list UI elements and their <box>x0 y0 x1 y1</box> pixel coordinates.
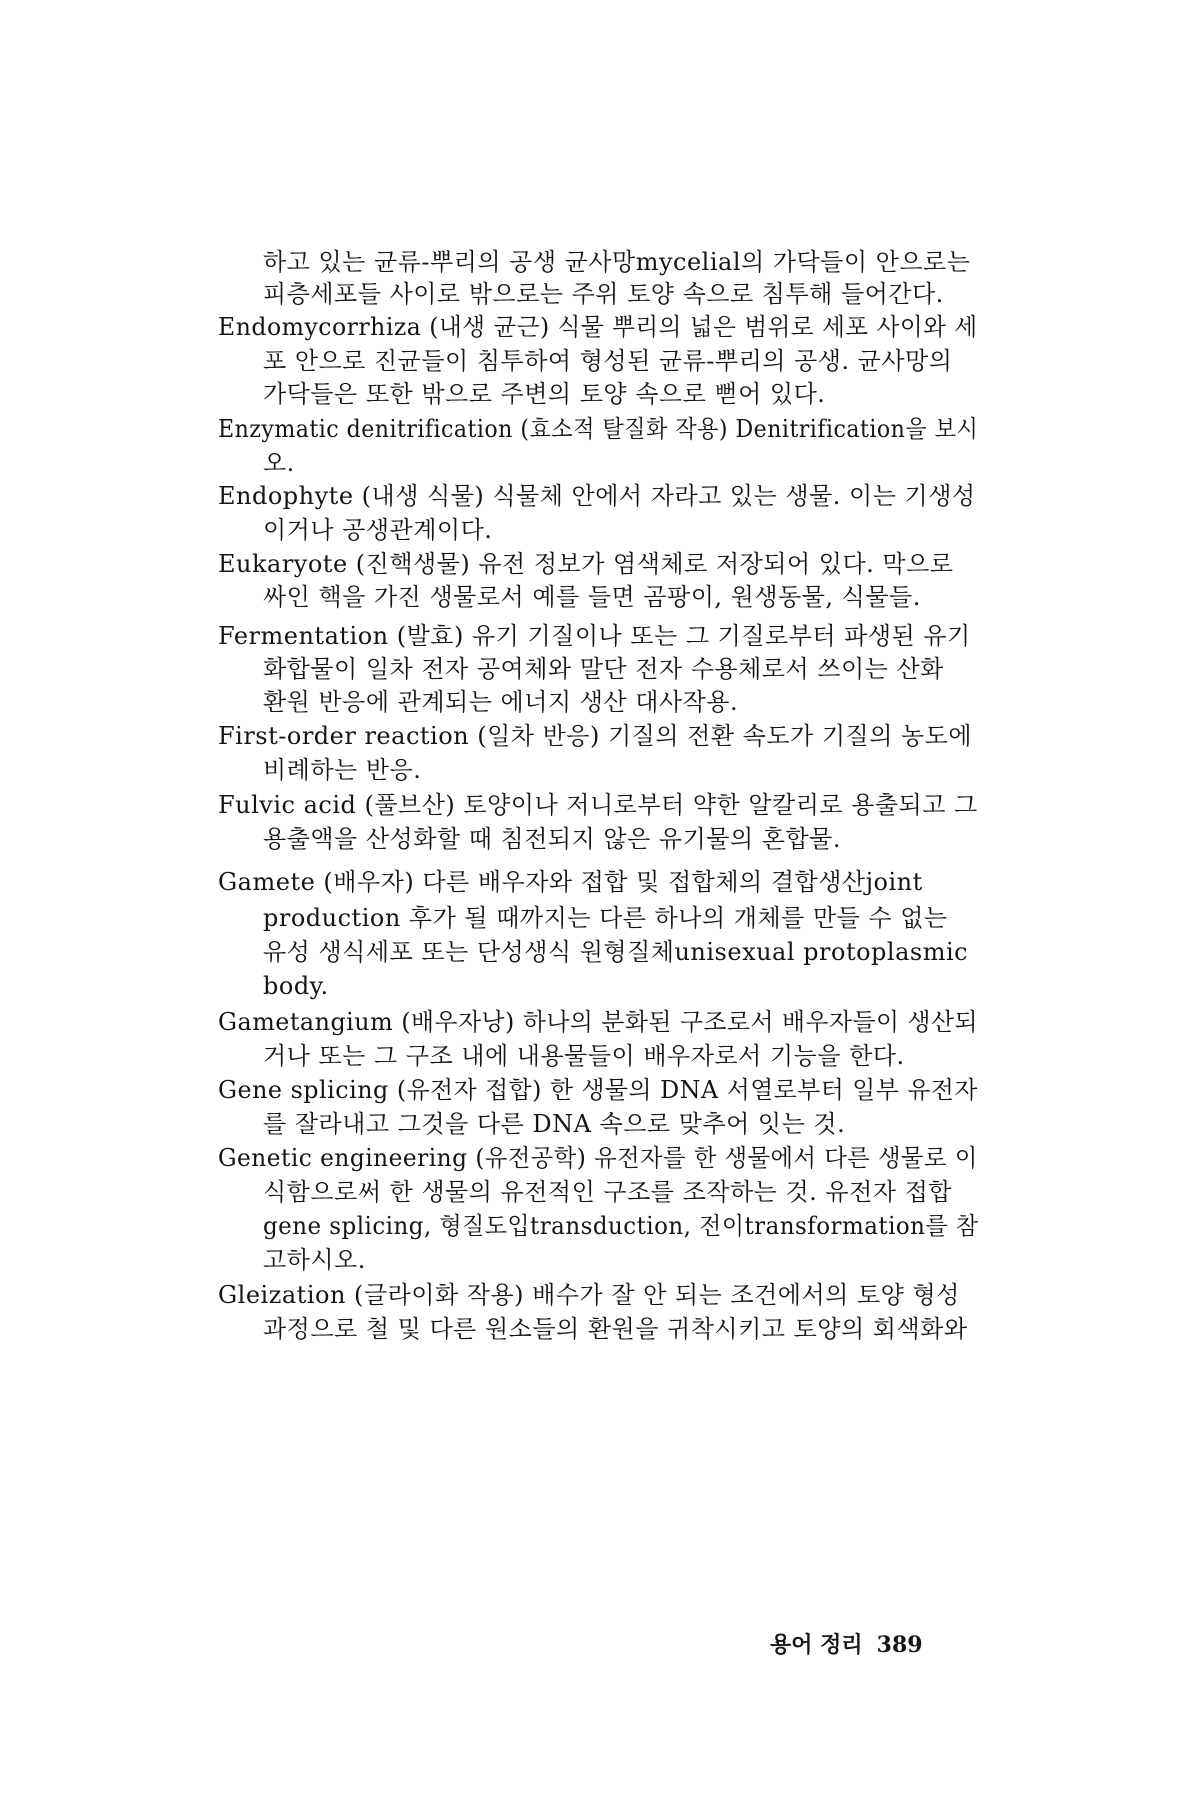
entry-line: 거나 또는 그 구조 내에 내용물들이 배우자로서 기능을 한다. <box>263 1042 905 1070</box>
entry-line: 화합물이 일차 전자 공여체와 말단 전자 수용체로서 쓰이는 산화 <box>263 655 944 683</box>
entry-line: 고하시오. <box>263 1246 366 1274</box>
entry-line: 식함으로써 한 생물의 유전적인 구조를 조작하는 것. 유전자 접합 <box>263 1178 952 1206</box>
entry-line: 비례하는 반응. <box>263 756 422 784</box>
entry-line: Eukaryote (진핵생물) 유전 정보가 염색체로 저장되어 있다. 막으로 <box>218 550 954 578</box>
entry-line: 를 잘라내고 그것을 다른 DNA 속으로 맞추어 잇는 것. <box>263 1110 846 1138</box>
entry-line: Gene splicing (유전자 접합) 한 생물의 DNA 서열로부터 일부 유전자 <box>218 1076 978 1104</box>
entry-line: 포 안으로 진균들이 침투하여 형성된 균류-뿌리의 공생. 균사망의 <box>263 347 953 375</box>
entry-line: 이거나 공생관계이다. <box>263 516 493 544</box>
entry-line: 환원 반응에 관계되는 에너지 생산 대사작용. <box>263 688 739 716</box>
entry-line: production 후가 될 때까지는 다른 하나의 개체를 만들 수 없는 <box>263 904 948 932</box>
entry-line: Gametangium (배우자낭) 하나의 분화된 구조로서 배우자들이 생산되 <box>218 1008 979 1036</box>
entry-line: First-order reaction (일차 반응) 기질의 전환 속도가 기질의 농도에 <box>218 722 973 750</box>
entry-line: Enzymatic denitrification (효소적 탈질화 작용) Denitrification을 보시 <box>218 415 979 443</box>
entry-line: 오. <box>263 449 295 477</box>
entry-line: 유성 생식세포 또는 단성생식 원형질체unisexual protoplasmic <box>263 938 969 966</box>
page-footer <box>770 1628 923 1659</box>
section-title: 용어 정리 <box>770 1632 863 1658</box>
entry-line: Endophyte (내생 식물) 식물체 안에서 자라고 있는 생물. 이는 기생성 <box>218 482 976 510</box>
entry-line: Fulvic acid (풀브산) 토양이나 저니로부터 약한 알칼리로 용출되고 그 <box>218 791 978 819</box>
entry-line: 용출액을 산성화할 때 침전되지 않은 유기물의 혼합물. <box>263 825 841 853</box>
entry-line: body. <box>263 972 329 1000</box>
page-number: 389 <box>876 1632 923 1658</box>
entry-line: 피층세포들 사이로 밖으로는 주위 토양 속으로 침투해 들어간다. <box>263 280 944 308</box>
entry-line: Gamete (배우자) 다른 배우자와 접합 및 접합체의 결합생산joint <box>218 868 923 896</box>
entry-line: Fermentation (발효) 유기 기질이나 또는 그 기질로부터 파생된 유기 <box>218 622 971 650</box>
entry-line: 하고 있는 균류-뿌리의 공생 균사망mycelial의 가닥들이 안으로는 <box>263 248 971 276</box>
entry-line: 가닥들은 또한 밖으로 주변의 토양 속으로 뻗어 있다. <box>263 380 826 408</box>
entry-line: 과정으로 철 및 다른 원소들의 환원을 귀착시키고 토양의 회색화와 <box>263 1315 968 1343</box>
entry-line: Gleization (글라이화 작용) 배수가 잘 안 되는 조건에서의 토양 형성 <box>218 1281 960 1309</box>
entry-line: 싸인 핵을 가진 생물로서 예를 들면 곰팡이, 원생동물, 식물들. <box>263 583 921 611</box>
entry-line: gene splicing, 형질도입transduction, 전이transformation를 참 <box>263 1212 979 1240</box>
entry-line: Endomycorrhiza (내생 균근) 식물 뿌리의 넓은 범위로 세포 사이와 세 <box>218 313 978 341</box>
entry-line: Genetic engineering (유전공학) 유전자를 한 생물에서 다른 생물로 이 <box>218 1144 978 1172</box>
